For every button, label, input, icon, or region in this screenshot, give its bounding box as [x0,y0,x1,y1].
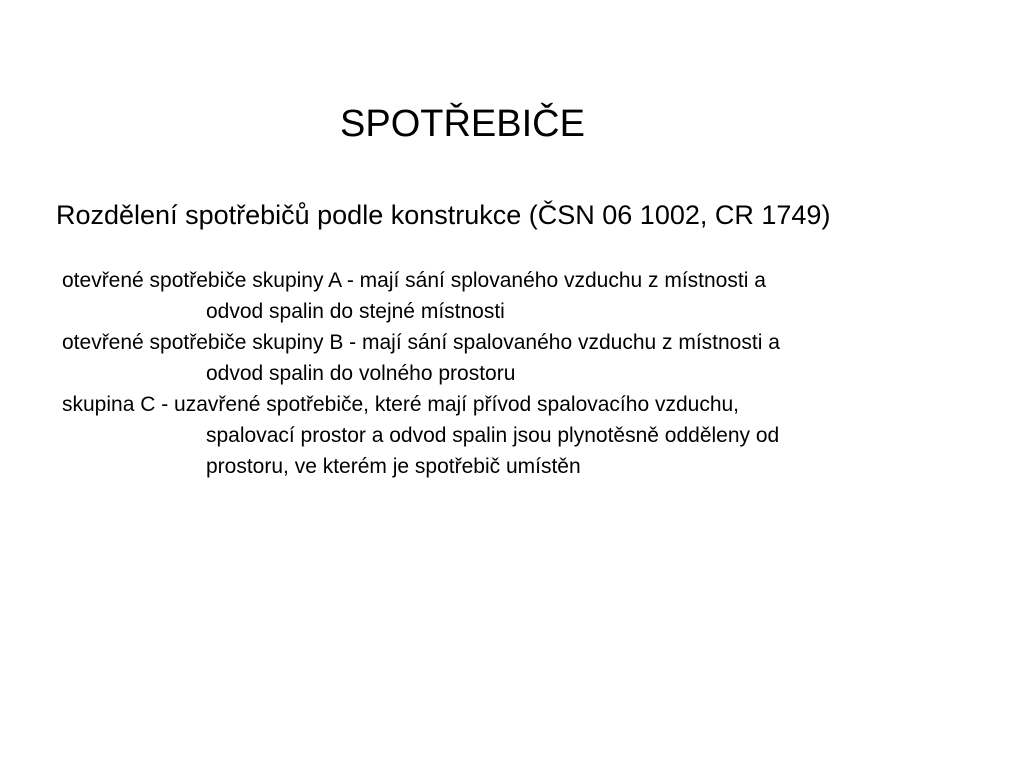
slide-title: SPOTŘEBIČE [340,103,585,145]
group-c-description-continued: spalovací prostor a odvod spalin jsou plynotěsně odděleny od [206,424,780,447]
group-c-description-continued-2: prostoru, ve kterém je spotřebič umístěn [206,455,581,478]
group-a-description-continued: odvod spalin do stejné místnosti [206,300,505,323]
group-a-item [62,265,962,327]
group-b-item [62,327,962,389]
group-c-item [62,389,962,482]
group-b-description: otevřené spotřebiče skupiny B - mají sání spalovaného vzduchu z místnosti a [62,331,780,354]
group-c-description: skupina C - uzavřené spotřebiče, které mají přívod spalovacího vzduchu, [62,393,740,416]
slide-subtitle: Rozdělení spotřebičů podle konstrukce (ČSN 06 1002, CR 1749) [56,200,831,230]
group-b-description-continued: odvod spalin do volného prostoru [206,362,516,385]
group-a-description: otevřené spotřebiče skupiny A - mají sání splovaného vzduchu z místnosti a [62,269,766,292]
appliance-group-list [62,265,962,482]
